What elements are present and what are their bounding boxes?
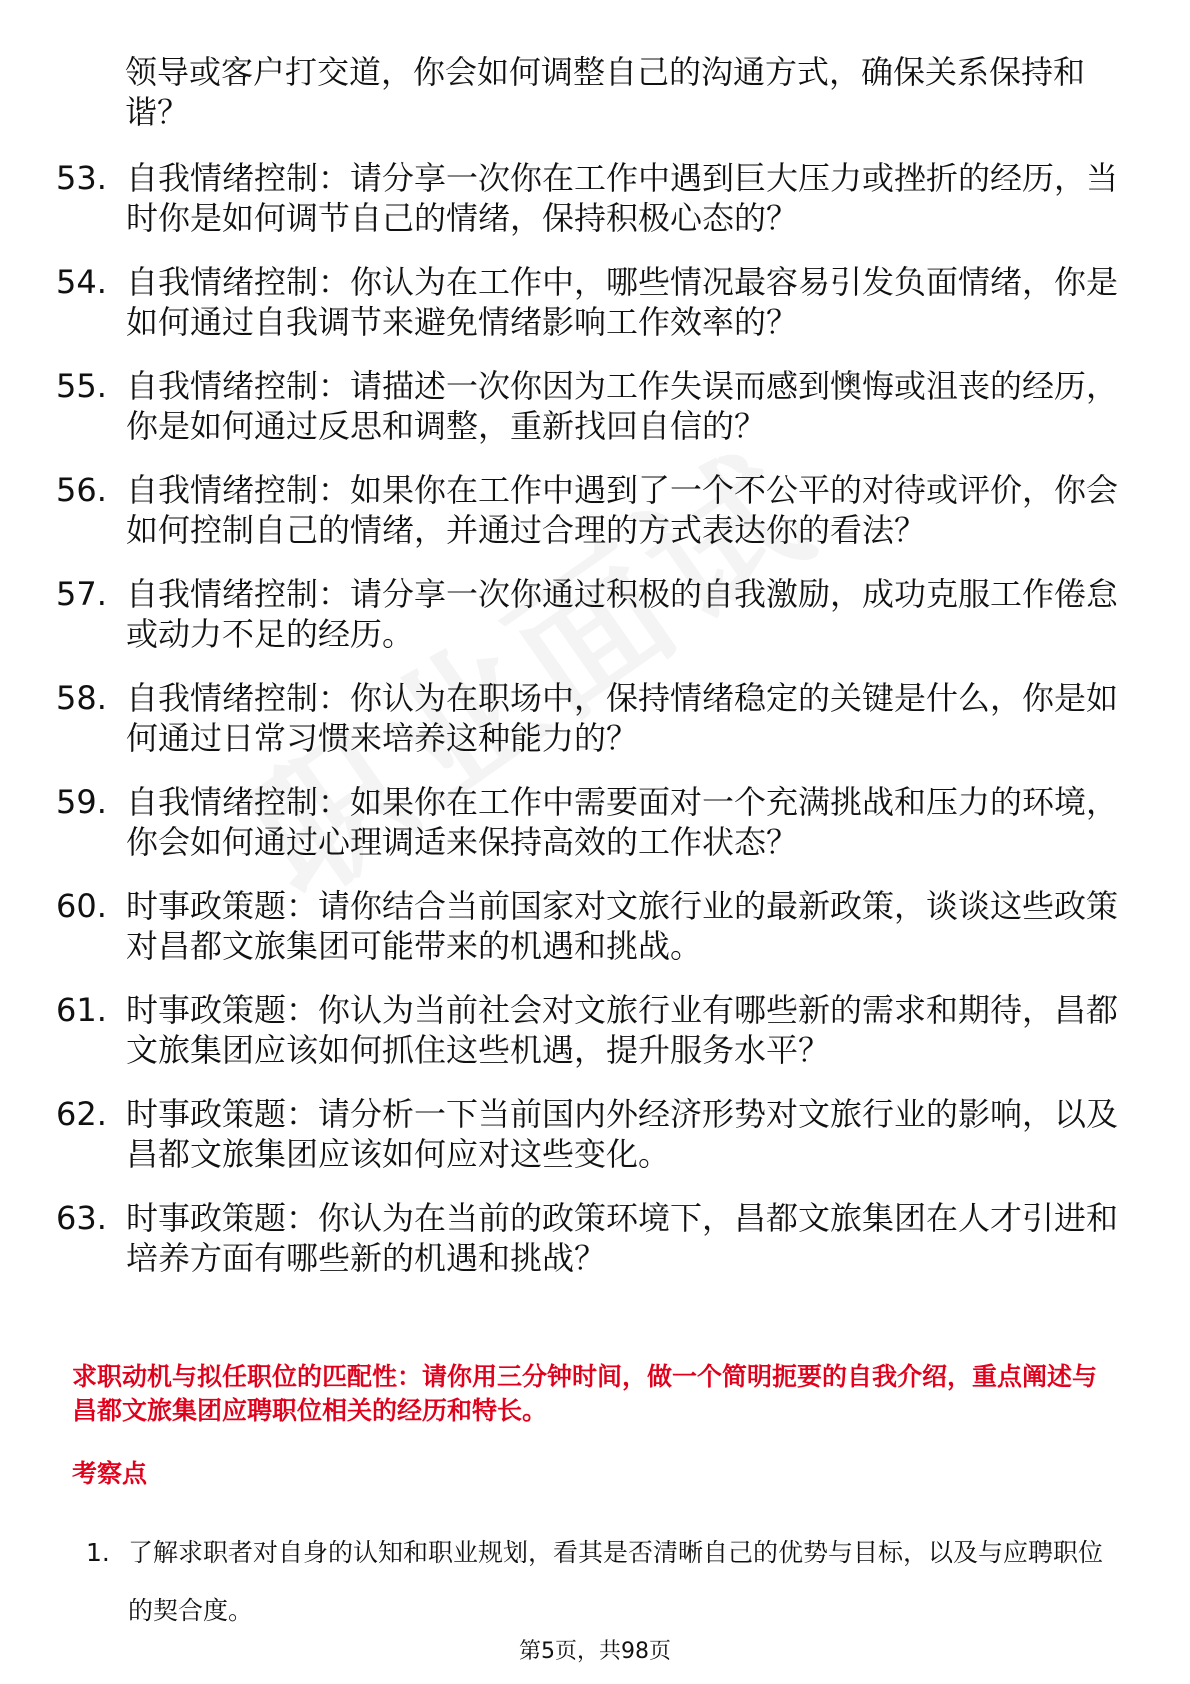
page-footer: 第5页，共98页 bbox=[519, 1639, 671, 1664]
question-number: 53. bbox=[56, 159, 107, 197]
question-item bbox=[56, 782, 1120, 862]
question-item bbox=[56, 470, 1120, 550]
question-list bbox=[56, 158, 1120, 1302]
question-text: 自我情绪控制：如果你在工作中遇到了一个不公平的对待或评价，你会如何控制自己的情绪，并通过合理的方式表达你的看法？ bbox=[126, 471, 1119, 549]
question-text: 自我情绪控制：如果你在工作中需要面对一个充满挑战和压力的环境，你会如何通过心理调适来保持高效的工作状态？ bbox=[126, 783, 1119, 861]
assessment-point-number: 1. bbox=[86, 1538, 110, 1567]
question-item bbox=[56, 990, 1120, 1070]
question-number: 61. bbox=[56, 991, 107, 1029]
question-number: 60. bbox=[56, 887, 107, 925]
question-text: 时事政策题：请你结合当前国家对文旅行业的最新政策，谈谈这些政策对昌都文旅集团可能带来的机遇和挑战。 bbox=[126, 887, 1119, 965]
question-number: 63. bbox=[56, 1199, 107, 1237]
question-number: 55. bbox=[56, 367, 107, 405]
assessment-points-heading: 考察点 bbox=[72, 1459, 148, 1488]
question-text: 自我情绪控制：你认为在工作中，哪些情况最容易引发负面情绪，你是如何通过自我调节来避免情绪影响工作效率的？ bbox=[126, 263, 1119, 341]
question-text: 自我情绪控制：请分享一次你通过积极的自我激励，成功克服工作倦怠或动力不足的经历。 bbox=[126, 575, 1119, 653]
continued-question-text: 领导或客户打交道，你会如何调整自己的沟通方式，确保关系保持和谐？ bbox=[125, 53, 1086, 131]
question-number: 54. bbox=[56, 263, 107, 301]
question-number: 59. bbox=[56, 783, 107, 821]
question-text: 自我情绪控制：你认为在职场中，保持情绪稳定的关键是什么，你是如何通过日常习惯来培养这种能力的？ bbox=[126, 679, 1119, 757]
question-item bbox=[56, 366, 1120, 446]
assessment-point bbox=[86, 1524, 1120, 1640]
question-number: 56. bbox=[56, 471, 107, 509]
question-item bbox=[56, 262, 1120, 342]
question-item bbox=[56, 678, 1120, 758]
assessment-point-text: 了解求职者对自身的认知和职业规划，看其是否清晰自己的优势与目标，以及与应聘职位的契合度。 bbox=[128, 1538, 1104, 1625]
question-item bbox=[56, 574, 1120, 654]
question-text: 自我情绪控制：请描述一次你因为工作失误而感到懊悔或沮丧的经历，你是如何通过反思和调整，重新找回自信的？ bbox=[126, 367, 1119, 445]
question-text: 自我情绪控制：请分享一次你在工作中遇到巨大压力或挫折的经历，当时你是如何调节自己的情绪，保持积极心态的？ bbox=[126, 159, 1119, 237]
section-heading: 求职动机与拟任职位的匹配性：请你用三分钟时间，做一个简明扼要的自我介绍，重点阐述与昌都文旅集团应聘职位相关的经历和特长。 bbox=[72, 1362, 1098, 1425]
question-text: 时事政策题：你认为当前社会对文旅行业有哪些新的需求和期待，昌都文旅集团应该如何抓住这些机遇，提升服务水平？ bbox=[126, 991, 1119, 1069]
question-item bbox=[56, 886, 1120, 966]
question-item bbox=[56, 1198, 1120, 1278]
question-number: 57. bbox=[56, 575, 107, 613]
question-number: 58. bbox=[56, 679, 107, 717]
question-item bbox=[56, 158, 1120, 238]
question-text: 时事政策题：你认为在当前的政策环境下，昌都文旅集团在人才引进和培养方面有哪些新的机遇和挑战？ bbox=[126, 1199, 1119, 1277]
question-text: 时事政策题：请分析一下当前国内外经济形势对文旅行业的影响，以及昌都文旅集团应该如何应对这些变化。 bbox=[126, 1095, 1119, 1173]
question-item bbox=[56, 1094, 1120, 1174]
question-number: 62. bbox=[56, 1095, 107, 1133]
assessment-points-list bbox=[86, 1524, 1120, 1640]
